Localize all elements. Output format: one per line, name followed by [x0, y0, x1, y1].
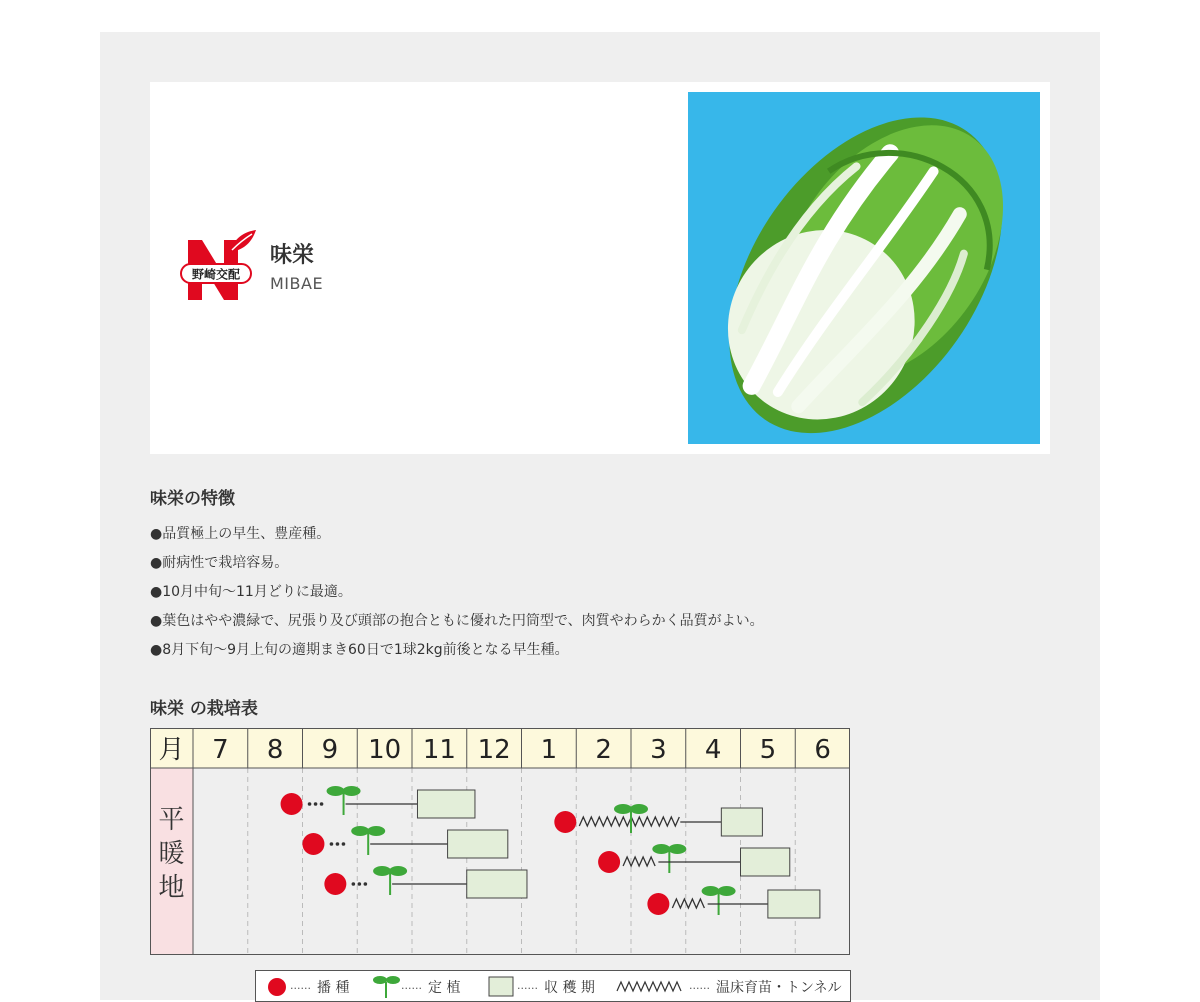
product-name-roman: MIBAE — [270, 274, 324, 293]
schedule-row — [554, 804, 762, 836]
growth-dot — [314, 802, 318, 806]
chart-legend — [255, 970, 851, 1002]
features-list — [150, 520, 764, 665]
product-card — [150, 82, 1050, 454]
schedule-row — [647, 886, 820, 918]
month-label: 11 — [422, 735, 456, 765]
legend-dots: ······ — [689, 982, 710, 995]
plant-mark — [652, 844, 686, 873]
growth-dot — [308, 802, 312, 806]
growth-dot — [352, 882, 356, 886]
region-char: 地 — [158, 873, 185, 903]
harvest-mark — [721, 808, 762, 836]
tunnel-mark — [623, 857, 655, 866]
content-panel — [100, 32, 1100, 1000]
schedule-row — [302, 826, 507, 858]
harvest-mark — [741, 848, 790, 876]
month-label: 5 — [759, 735, 777, 765]
feature-item: ●葉色はやや濃緑で、尻張り及び頭部の抱合ともに優れた円筒型で、肉質やわらかく品質がよい。 — [150, 613, 764, 629]
plant-leaf — [389, 866, 407, 876]
schedule-row — [281, 786, 475, 818]
sow-mark — [281, 793, 303, 815]
month-label: 2 — [595, 735, 612, 765]
plant-leaf — [367, 826, 385, 836]
month-label: 1 — [540, 735, 558, 765]
harvest-mark — [448, 830, 508, 858]
legend-sow-label: 播 種 — [317, 980, 350, 996]
plant-leaf — [718, 886, 736, 896]
sow-mark — [598, 851, 620, 873]
month-label: 8 — [266, 735, 284, 765]
legend-dots: ······ — [401, 982, 422, 995]
plant-leaf — [614, 804, 632, 814]
tunnel-mark — [672, 899, 704, 908]
feature-item: ●耐病性で栽培容易。 — [150, 555, 289, 571]
month-label: 4 — [704, 735, 722, 765]
sow-mark — [324, 873, 346, 895]
plant-leaf — [668, 844, 686, 854]
plant-leaf — [351, 826, 369, 836]
plant-mark — [702, 886, 736, 915]
legend-harvest-icon — [489, 977, 513, 996]
plant-leaf — [373, 866, 391, 876]
sow-mark — [647, 893, 669, 915]
growth-dot — [364, 882, 368, 886]
legend-dots: ······ — [517, 982, 538, 995]
feature-item: ●8月下旬〜9月上旬の適期まき60日で1球2kg前後となる早生種。 — [150, 642, 569, 658]
feature-item: ●品質極上の早生、豊産種。 — [150, 526, 331, 542]
growth-dot — [320, 802, 324, 806]
schedule-row — [598, 844, 790, 876]
brand-badge-text: 野崎交配 — [191, 267, 241, 282]
region-char: 暖 — [158, 839, 185, 869]
plant-leaf — [343, 786, 361, 796]
plant-leaf — [327, 786, 345, 796]
legend-harvest-label: 収 穫 期 — [544, 980, 595, 996]
growth-dot — [358, 882, 362, 886]
cultivation-chart — [150, 728, 850, 956]
cabbage-photo — [688, 92, 1040, 444]
tunnel-mark — [579, 817, 679, 826]
plant-mark — [351, 826, 385, 855]
harvest-mark — [467, 870, 527, 898]
plant-leaf — [652, 844, 670, 854]
harvest-mark — [768, 890, 820, 918]
month-label: 10 — [368, 735, 402, 765]
schedule-heading: 味栄 の栽培表 — [150, 699, 258, 719]
growth-dot — [342, 842, 346, 846]
legend-dots: ······ — [290, 982, 311, 995]
month-label: 9 — [321, 735, 339, 765]
plant-mark — [327, 786, 361, 815]
sow-mark — [302, 833, 324, 855]
plant-leaf — [702, 886, 720, 896]
nozaki-logo-icon — [180, 230, 256, 306]
legend-sow-icon — [268, 978, 286, 996]
schedule-rows — [281, 786, 820, 918]
region-label — [158, 805, 184, 903]
product-name: 味栄 — [270, 243, 315, 268]
legend-plant-label: 定 植 — [428, 980, 461, 996]
sow-mark — [554, 811, 576, 833]
month-label: 6 — [814, 735, 831, 765]
month-label: 12 — [477, 735, 511, 765]
harvest-mark — [417, 790, 474, 818]
growth-dot — [336, 842, 340, 846]
month-label: 3 — [650, 735, 667, 765]
growth-dot — [330, 842, 334, 846]
legend-tunnel-label: 温床育苗・トンネル — [716, 980, 842, 996]
feature-item: ●10月中旬〜11月どりに最適。 — [150, 584, 352, 600]
plant-leaf — [630, 804, 648, 814]
plant-mark — [373, 866, 407, 895]
features-heading: 味栄の特徴 — [150, 489, 235, 509]
month-label: 7 — [212, 735, 229, 765]
month-header-label: 月 — [158, 735, 185, 765]
plant-mark — [614, 804, 648, 833]
region-char: 平 — [158, 805, 185, 835]
schedule-row — [324, 866, 527, 898]
